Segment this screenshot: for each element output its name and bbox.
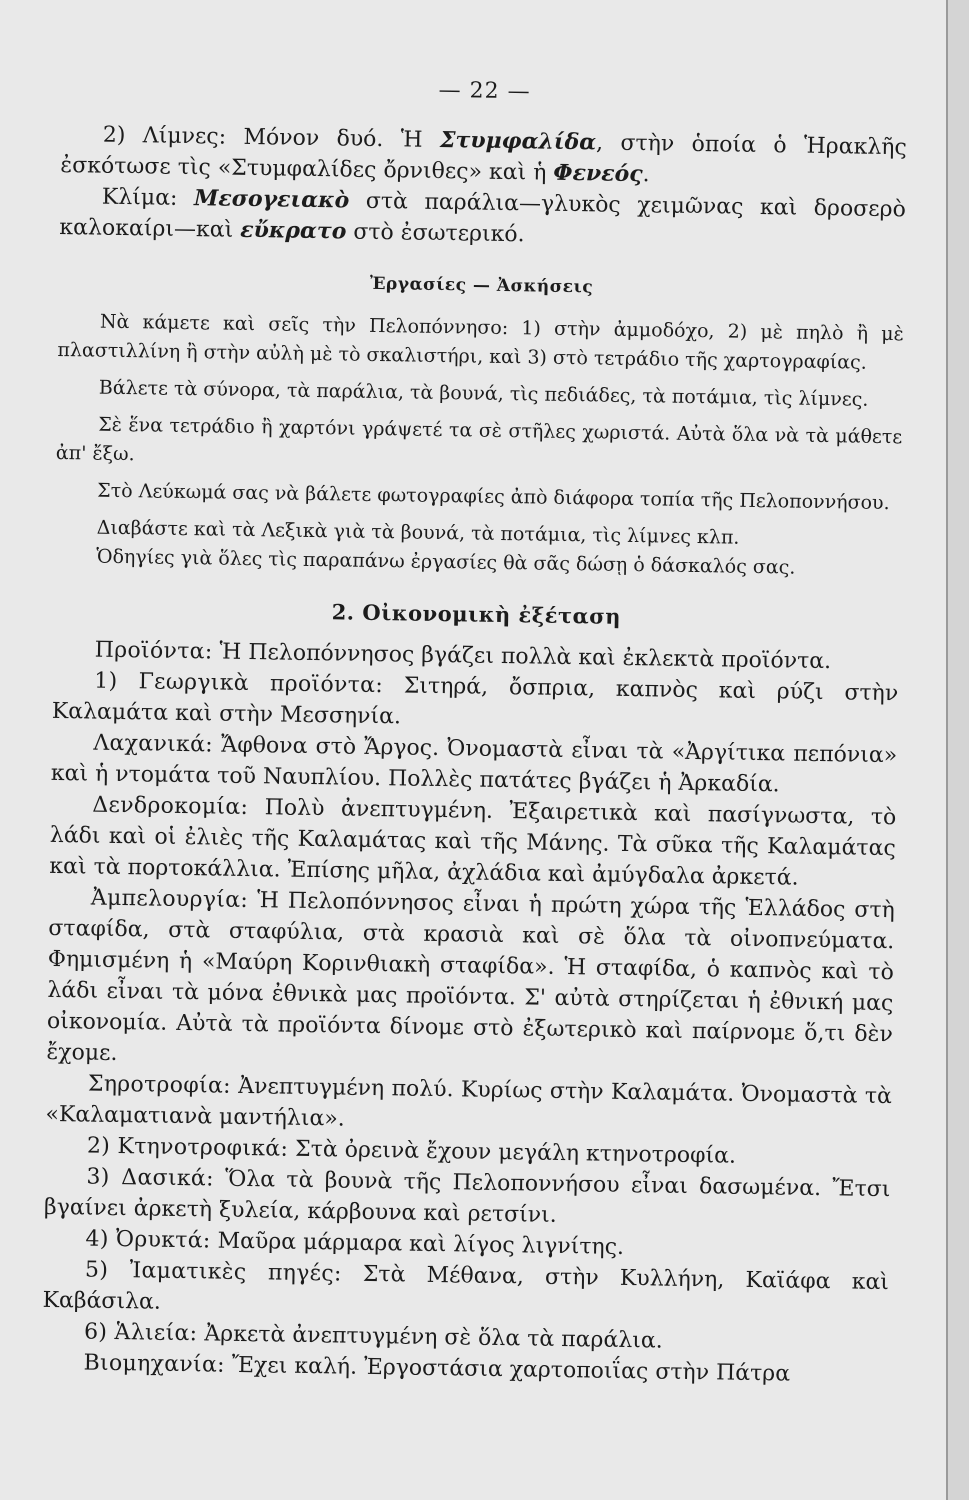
economy-label: Σηροτροφία: — [87, 1071, 232, 1099]
exercise-item: Στὸ Λεύκωμά σας νὰ βάλετε φωτογραφίες ἀπὸ διάφορα τοπία τῆς Πελοποννήσου. — [97, 479, 890, 515]
economy-label: 6) Ἁλιεία: — [83, 1319, 198, 1347]
page-edge — [946, 0, 969, 1500]
economy-label: Βιομηχανία: — [83, 1350, 226, 1378]
economy-item: Ἀμπελουργία: Ἡ Πελοπόννησος εἶναι ἡ πρώτη χώρα τῆς Ἑλλάδος στὴ σταφίδα, στὰ σταφύλια, στὰ κρασιὰ καὶ σὲ ὅλα τὰ οἰνοπνεύματα. Φημισμένη ἡ «Μαύρη Κορινθιακὴ σταφίδα». Ἡ σταφίδα, ὁ καπνὸς καὶ τὸ λάδι εἶναι τὰ μόνα ἐθνικὰ μας προϊόντα. Σ' αὐτὰ στηρίζεται ἡ ἐθνική μας οἰκονομία. Αὐτὰ τὰ προϊόντα δίνομε στὸ ἐξωτερικὸ καὶ παίρνομε ὅ,τι δὲν ἔχομε. — [46, 885, 895, 1066]
economy-label: Προϊόντα: — [94, 637, 213, 665]
climate-mediterranean: Μεσογειακὸ — [193, 185, 350, 214]
exercise-item: Σὲ ἕνα τετράδιο ἢ χαρτόνι γράψετέ τα σὲ στῆλες χωριστά. Αὐτὰ ὅλα νὰ τὰ μάθετε ἀπ' ἔξω. — [55, 413, 903, 466]
lake-stymfalia: Στυμφαλίδα — [439, 126, 597, 156]
economy-item: Σηροτροφία: Ἀνεπτυγμένη πολύ. Κυρίως στὴν Καλαμάτα. Ὀνομαστὰ τὰ «Καλαματιανὰ μαντήλια». — [45, 1071, 893, 1132]
economy-item: Προϊόντα: Ἡ Πελοπόννησος βγάζει πολλὰ καὶ ἐκλεκτὰ προϊόντα. — [94, 637, 832, 675]
climate-label: Κλίμα: — [101, 184, 178, 211]
economy-label: 5) Ἰαματικὲς πηγές: — [84, 1257, 342, 1287]
climate-paragraph: Κλίμα: Μεσογειακὸ στὰ παράλια—γλυκὸς χειμῶνας καὶ δροσερὸ καλοκαίρι—καὶ εὔκρατο στὸ ἐσωτερικό. — [59, 184, 906, 248]
lake-feneos: Φενεός — [553, 159, 643, 188]
economy-item: Λαχανικά: Ἄφθονα στὸ Ἄργος. Ὀνομαστὰ εἶναι τὰ «Ἀργίτικα πεπόνια» καὶ ἡ ντομάτα τοῦ Ναυπλίου. Πολλὲς πατάτες βγάζει ἡ Ἀρκαδία. — [50, 730, 898, 798]
economy-label: 2) Κτηνοτροφικά: — [86, 1133, 289, 1162]
exercise-item: Διαβάστε καὶ τὰ Λεξικὰ γιὰ τὰ βουνά, τὰ ποτάμια, τὶς λίμνες κλπ. — [96, 516, 740, 549]
economy-label: 4) Ὀρυκτά: — [85, 1226, 211, 1254]
exercise-item: Νὰ κάμετε καὶ σεῖς τὴν Πελοπόννησο: 1) στὴν ἀμμοδόχο, 2) μὲ πηλὸ ἢ μὲ πλαστιλλίνη ἢ στὴν αὐλὴ μὲ τὸ σκαλιστήρι, καὶ 3) στὸ τετράδιο τῆς χαρτογραφίας. — [57, 310, 905, 374]
lakes-label: 2) Λίμνες: — [102, 122, 227, 150]
economy-item: Δενδροκομία: Πολὺ ἀνεπτυγμένη. Ἐξαιρετικὰ καὶ πασίγνωστα, τὸ λάδι καὶ οἱ ἐλιὲς τῆς Καλαμάτας καὶ τῆς Μάνης. Τὰ σῦκα τῆς Καλαμάτας καὶ τὰ πορτοκάλλια. Ἐπίσης μῆλα, ἀχλάδια καὶ ἀμύγδαλα ἀρκετά. — [49, 792, 897, 891]
exercises-heading: Ἐργασίες — Ἀσκήσεις — [369, 273, 594, 298]
economy-item: 2) Κτηνοτροφικά: Στὰ ὀρεινὰ ἔχουν μεγάλη κτηνοτροφία. — [86, 1133, 737, 1169]
exercise-item: Βάλετε τὰ σύνορα, τὰ παράλια, τὰ βουνά, τὶς πεδιάδες, τὰ ποτάμια, τὶς λίμνες. — [98, 376, 869, 411]
climate-temperate: εὔκρατο — [239, 216, 347, 245]
page-content — [41, 62, 908, 1391]
page-number: — 22 — — [438, 77, 531, 105]
economy-label: Ἀμπελουργία: — [90, 885, 249, 914]
economy-item: 3) Δασικά: Ὅλα τὰ βουνὰ τῆς Πελοποννήσου εἶναι δασωμένα. Ἔτσι βγαίνει ἀρκετὴ ξυλεία, κάρβουνα καὶ ρετσίνι. — [43, 1164, 891, 1228]
economy-item: Βιομηχανία: Ἔχει καλή. Ἐργοστάσια χαρτοποιΐας στὴν Πάτρα — [83, 1350, 791, 1387]
section-economy-heading: 2. Οἰκονομικὴ ἐξέταση — [331, 599, 622, 629]
exercise-item: Ὁδηγίες γιὰ ὅλες τὶς παραπάνω ἐργασίες θὰ σᾶς δώσῃ ὁ δάσκαλός σας. — [96, 545, 796, 579]
economy-label: Δενδροκομία: — [92, 792, 249, 821]
economy-label: 3) Δασικά: — [86, 1164, 214, 1192]
economy-item: 1) Γεωργικὰ προϊόντα: Σιτηρά, ὄσπρια, καπνὸς καὶ ρύζι στὴν Καλαμάτα καὶ στὴν Μεσσηνία. — [51, 668, 899, 730]
economy-item: 4) Ὀρυκτά: Μαῦρα μάρμαρα καὶ λίγος λιγνίτης. — [85, 1226, 625, 1260]
economy-item: 5) Ἰαματικὲς πηγές: Στὰ Μέθανα, στὴν Κυλλήνη, Καϊάφα καὶ Καβάσιλα. — [42, 1257, 890, 1315]
economy-label: Λαχανικά: — [93, 730, 214, 758]
lakes-paragraph: 2) Λίμνες: Μόνον δυό. Ἡ Στυμφαλίδα, στὴν ὁποία ὁ Ἡρακλῆς ἐσκότωσε τὶς «Στυμφαλίδες ὄρνιθες» καὶ ἡ Φενεός. — [60, 122, 907, 188]
economy-item: 6) Ἁλιεία: Ἀρκετὰ ἀνεπτυγμένη σὲ ὅλα τὰ παράλια. — [83, 1319, 663, 1354]
economy-label: 1) Γεωργικὰ προϊόντα: — [94, 668, 384, 699]
